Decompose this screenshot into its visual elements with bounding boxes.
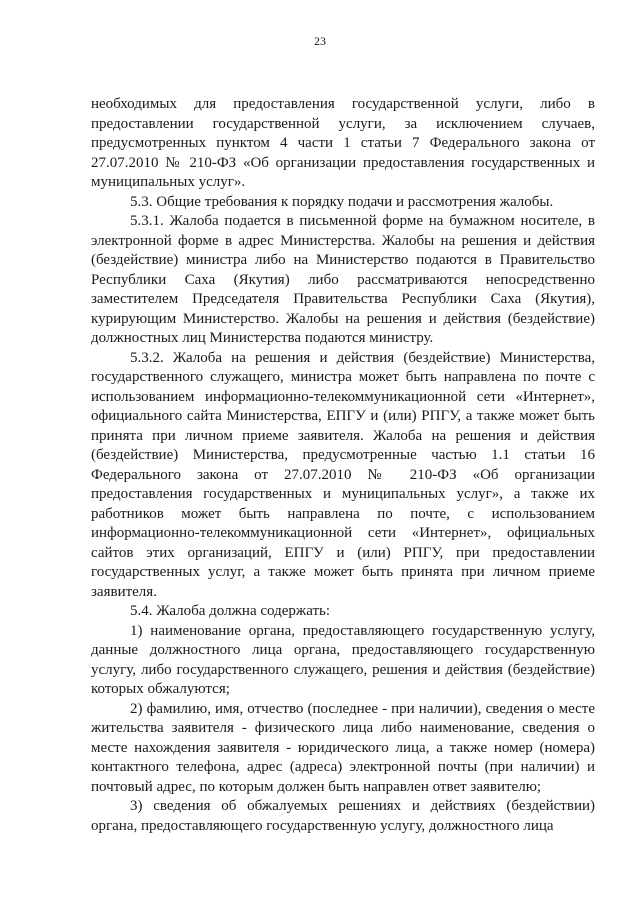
list-item-1: 1) наименование органа, предоставляющего государственную услугу, данные должностного лица органа, предоставляющего государственную услугу, либо государственного служащего, решения и действия (бездействие) которых обжалуются;	[91, 622, 595, 697]
paragraph-5-4-heading: 5.4. Жалоба должна содержать:	[130, 603, 331, 619]
paragraph-5-3-1: 5.3.1. Жалоба подается в письменной форме на бумажном носителе, в электронной форме в адрес Министерства. Жалобы на решения и действия (бездействие) министра либо на Министерство подаются в Правительство Республики Саха (Якутия) либо рассматриваются непосредственно заместителем Председателя Правительства Республики Саха (Якутия), курирующим Министерство. Жалобы на решения и действия (бездействие) должностных лиц Министерства подаются министру.	[91, 213, 595, 346]
paragraph-5-3-heading: 5.3. Общие требования к порядку подачи и рассмотрения жалобы.	[130, 193, 554, 210]
paragraph-5-3-2: 5.3.2. Жалоба на решения и действия (бездействие) Министерства, государственного служащего, министра может быть направлена по почте с использованием информационно-телекоммуникационной сети «Интернет», официального сайта Министерства, ЕПГУ и (или) РПГУ, а также может быть принята при личном приеме заявителя. Жалоба на решения и действия (бездействие) Министерства, предусмотренные частью 1.1 статьи 16 Федерального закона от 27.07.2010 № 210-ФЗ «Об организации предоставления государственных и муниципальных услуг», а также их работников может быть направлена по почте, с использованием информационно-телекоммуникационной сети «Интернет», официальных сайтов этих организаций, ЕПГУ и (или) РПГУ, при предоставлении государственных услуг, а также может быть принята при личном приеме заявителя.	[91, 349, 595, 600]
list-item-2: 2) фамилию, имя, отчество (последнее - при наличии), сведения о месте жительства заявителя - физического лица либо наименование, сведения о месте нахождения заявителя - юридического лица, а также номер (номера) контактного телефона, адрес (адреса) электронной почты (при наличии) и почтовый адрес, по которым должен быть направлен ответ заявителю;	[91, 700, 595, 795]
page-number: 23	[314, 34, 326, 48]
document-body	[91, 95, 595, 836]
paragraph-refusal-continuation: необходимых для предоставления государственной услуги, либо в предоставлении государственной услуги, за исключением случаев, предусмотренных пунктом 4 части 1 статьи 7 Федерального закона от 27.07.2010 № 210-ФЗ «Об организации предоставления государственных и муниципальных услуг».	[91, 96, 595, 190]
list-item-3: 3) сведения об обжалуемых решениях и действиях (бездействии) органа, предоставляющего государственную услугу, должностного лица	[91, 798, 595, 834]
